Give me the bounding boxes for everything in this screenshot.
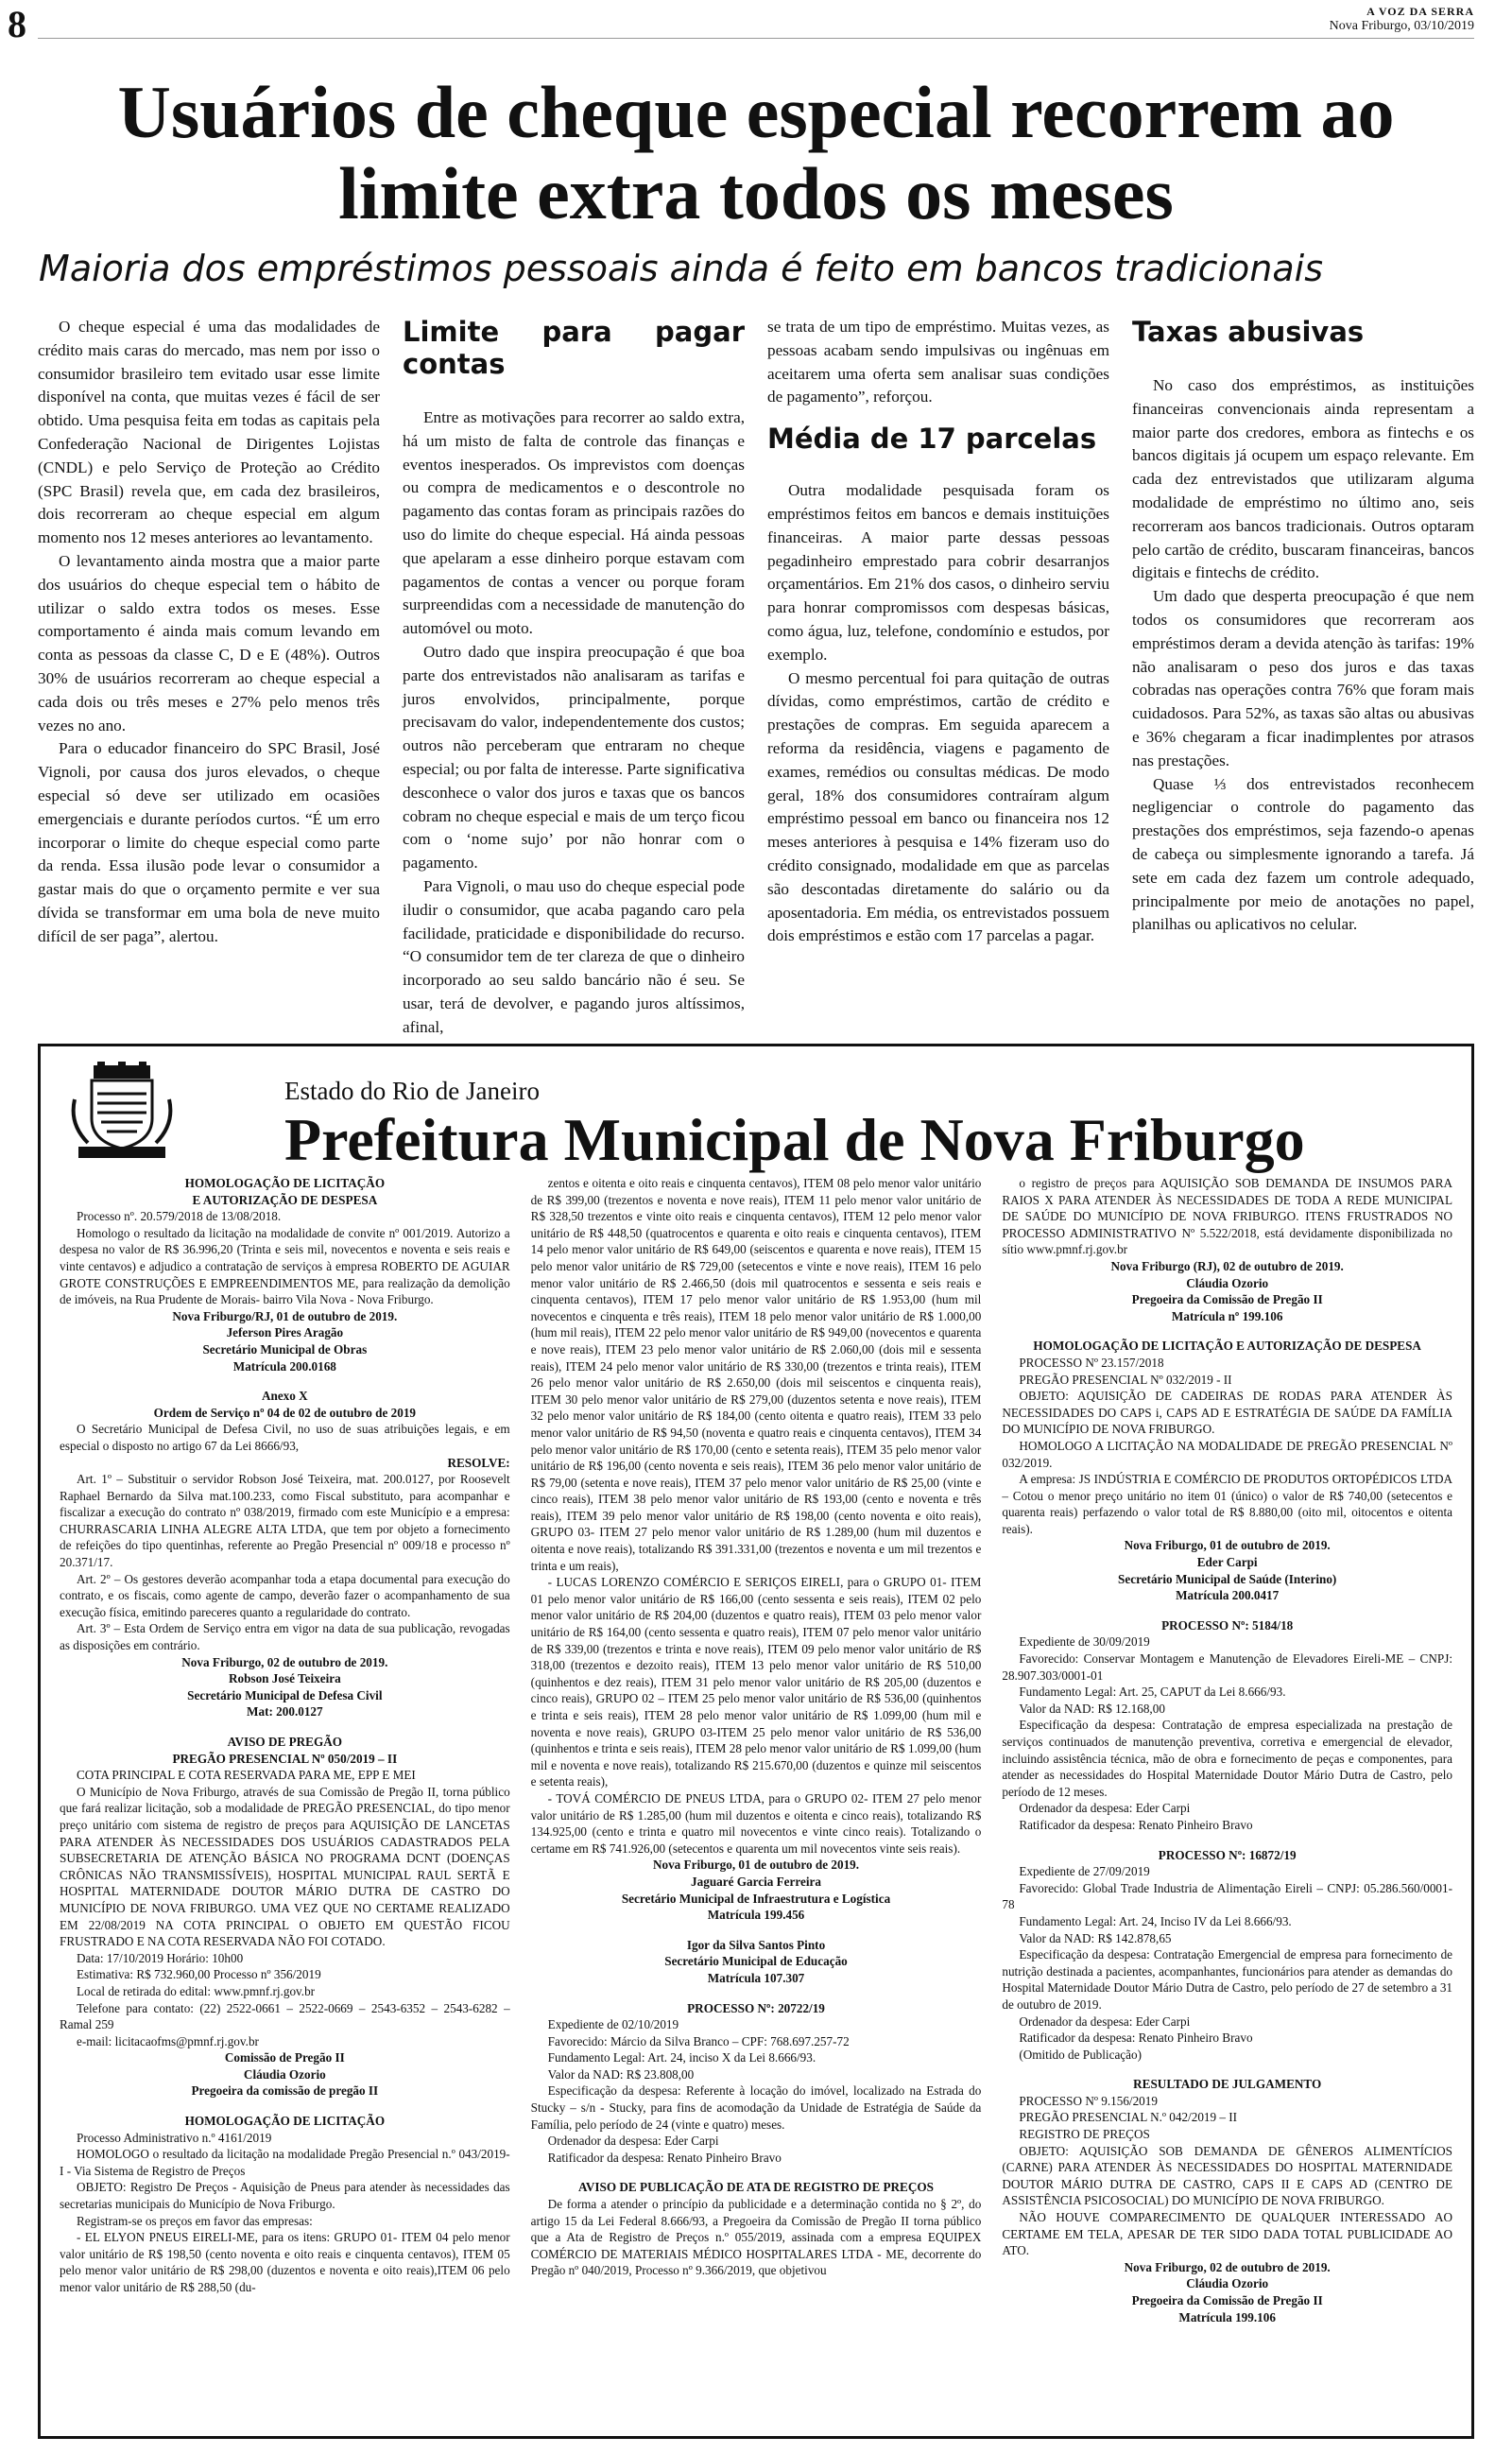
notice-column-3 — [1002, 1175, 1452, 2428]
notice-paragraph: PREGÃO PRESENCIAL N.º 042/2019 – II — [1019, 2110, 1238, 2125]
notice-column-1 — [60, 1175, 510, 2428]
notice-line: Jeferson Pires Aragão — [226, 1325, 344, 1340]
notice-line: Pregoeira da Comissão de Pregão II — [1131, 2293, 1323, 2307]
notice-paragraph: Ordenador da despesa: Eder Carpi — [1019, 1801, 1191, 1816]
notice-line: Matrícula 200.0168 — [232, 1358, 336, 1374]
notice-paragraph: Data: 17/10/2019 Horário: 10h00 — [77, 1950, 244, 1965]
notice-line: Mat: 200.0127 — [247, 1704, 323, 1720]
notice-line: Secretário Municipal de Defesa Civil — [187, 1687, 383, 1702]
article-subtitle: Maioria dos empréstimos pessoais ainda é feito em bancos tradicionais — [39, 248, 1323, 289]
notice-line: PROCESSO Nº: 16872/19 — [1158, 1847, 1297, 1862]
notice-column-2 — [531, 1175, 982, 2428]
spacer — [1002, 1604, 1452, 1617]
notice-line: RESOLVE: — [447, 1455, 510, 1470]
notice-line: Eder Carpi — [1196, 1555, 1258, 1570]
spacer — [1002, 2063, 1452, 2076]
notice-line: HOMOLOGAÇÃO DE LICITAÇÃO — [184, 2114, 386, 2129]
header-rule — [38, 38, 1474, 39]
paragraph: O cheque especial é uma das modalidades de crédito mais caras do mercado, mas nem por isso o consumidor brasileiro tem evitado usar esse limite disponível na conta, que muitas vezes é fácil de ser obtido. Uma pesquisa feita em todas as capitais pela Confederação Nacional de Dirigentes Lojistas (CNDL) e pelo Serviço de Proteção ao Crédito (SPC Brasil) revela que, em cada dez brasileiros, dois recorreram ao cheque especial em algum momento nos 12 meses anteriores ao levantamento. — [38, 318, 380, 547]
notice-line: Secretário Municipal de Educação — [664, 1954, 848, 1969]
notice-line: Secretário Municipal de Saúde (Interino) — [1118, 1571, 1337, 1586]
notice-paragraph: Ratificador da despesa: Renato Pinheiro Bravo — [1019, 1817, 1253, 1832]
notice-line: E AUTORIZAÇÃO DE DESPESA — [192, 1192, 378, 1207]
notice-line: Cláudia Ozorio — [1186, 1275, 1269, 1290]
paragraph: Outro dado que inspira preocupação é que boa parte dos entrevistados não analisaram as tarifas e juros envolvidos, principalmente, porque precisavam do valor, independentemente dos custos; outros não perceberam que entraram no cheque especial; ou por falta de interesse. Parte significativa desconhece o valor dos juros e taxas que os bancos cobram no cheque especial e mais de um terço ficou com o ‘nome sujo’ por não honrar com o pagamento. — [403, 642, 745, 873]
notice-paragraph: Favorecido: Conservar Montagem e Manutenção de Elevadores Eireli-ME – CNPJ: 28.907.303/0001-01 — [1002, 1651, 1453, 1683]
date-line: Nova Friburgo, 03/10/2019 — [1329, 19, 1474, 33]
notice-line: Cláudia Ozorio — [1186, 2276, 1269, 2291]
notice-line: Robson José Teixeira — [228, 1671, 341, 1686]
spacer — [1002, 1324, 1452, 1338]
notice-paragraph: Especificação da despesa: Referente à locação do imóvel, localizado na Estrada do Stucky – s/n - Stucky, para fins de acomodação da Unidade de Estratégia de Saúde da Família, pelo período de 24 (vinte e quatro) meses. — [530, 2083, 982, 2132]
notice-paragraph: Especificação da despesa: Contratação de empresa especializada na prestação de serviços continuados de manutenção preventiva, corretiva e emergencial de elevador, incluindo assistência técnica, mão de obra e fornecimento de peças e componentes, para atender as necessidades do Hospital Maternidade Doutor Mário Dutra de Castro, pelo período de 12 meses. — [1002, 1718, 1453, 1799]
spacer — [60, 1374, 510, 1388]
notice-line: Nova Friburgo, 02 de outubro de 2019. — [1124, 2259, 1331, 2274]
notice-line: Ordem de Serviço nº 04 de 02 de outubro de 2019 — [153, 1405, 417, 1420]
notice-line: Secretário Municipal de Infraestrutura e Logística — [621, 1891, 891, 1906]
notice-line: Nova Friburgo, 02 de outubro de 2019. — [181, 1654, 388, 1669]
notice-line: Nova Friburgo, 01 de outubro de 2019. — [1124, 1538, 1331, 1553]
notice-paragraph: Valor da NAD: R$ 12.168,00 — [1019, 1701, 1165, 1716]
section-heading: Limite para pagar contas — [403, 316, 745, 380]
notice-line: AVISO DE PUBLICAÇÃO DE ATA DE REGISTRO DE PREÇOS — [578, 2180, 934, 2195]
paragraph: Entre as motivações para recorrer ao saldo extra, há um misto de falta de controle das finanças e eventos inesperados. Os imprevistos com doenças ou compra de medicamentos e o descontrole no pagamento das contas foram as principais razões do uso do limite do cheque especial. Há ainda pessoas que apelaram a esse dinheiro porque estavam com pagamentos de contas a vencer ou porque foram surpreendidas com a necessidade de manutenção do automóvel ou moto. — [403, 408, 745, 638]
notice-paragraph: HOMOLOGO A LICITAÇÃO NA MODALIDADE DE PREGÃO PRESENCIAL Nº 032/2019. — [1002, 1438, 1453, 1470]
notice-paragraph: - TOVÁ COMÉRCIO DE PNEUS LTDA, para o GRUPO 02- ITEM 27 pelo menor valor unitário de R$ 1.285,00 (hum mil duzentos e oitenta e cinco reais), totalizando R$ 134.925,00 (cento e trinta e quatro mil novecentos e vinte cinco reais). Totalizando o certame em R$ 741.926,00 (setecentos e quarenta um mil novecentos vinte seis reais). — [530, 1790, 982, 1856]
notice-paragraph: Homologo o resultado da licitação na modalidade de convite nº 001/2019. Autorizo a despesa no valor de R$ 36.996,20 (Trinta e seis mil, novecentos e noventa e seis reais e vinte centavos) e adjudico a contratação de serviços à empresa ROBERTO DE AGUIAR GROTE CONSTRUÇÕES E EMPREENDIMENTOS ME, para realização da demolição de imóveis, na Rua Prudente de Morais- bairro Vila Nova - Nova Friburgo. — [60, 1225, 510, 1307]
notice-line: Pregoeira da Comissão de Pregão II — [1131, 1292, 1323, 1307]
notice-paragraph: Ratificador da despesa: Renato Pinheiro Bravo — [547, 2150, 782, 2165]
notice-paragraph: (Omitido de Publicação) — [1019, 2047, 1142, 2062]
notice-line: Matrícula nº 199.106 — [1171, 1308, 1283, 1323]
notice-paragraph: HOMOLOGO o resultado da licitação na modalidade Pregão Presencial n.º 043/2019- I - Via Sistema de Registro de Preços — [60, 2147, 510, 2178]
notice-paragraph: Especificação da despesa: Contratação Emergencial de empresa para fornecimento de nutrição destinada a pacientes, acompanhantes, funcionários para atender as demandas do Hospital Maternidade Doutor Mário Dutra de Castro, pelo período de 27 de setembro a 31 de outubro de 2019. — [1002, 1947, 1453, 2012]
notice-line: Comissão de Pregão II — [224, 2050, 345, 2065]
masthead — [1330, 4, 1474, 34]
notice-columns — [60, 1175, 1452, 2428]
notice-paragraph: Ordenador da despesa: Eder Carpi — [547, 2134, 719, 2149]
notice-line: Matrícula 107.307 — [707, 1970, 805, 1985]
article-title: Usuários de cheque especial recorrem ao limite extra todos os meses — [117, 71, 1395, 234]
notice-line: Jaguaré Garcia Ferreira — [691, 1874, 821, 1889]
notice-line: Pregoeira da comissão de pregão II — [191, 2083, 379, 2099]
coat-of-arms-icon — [65, 1062, 179, 1160]
notice-paragraph: Expediente de 30/09/2019 — [1019, 1634, 1150, 1650]
notice-paragraph: Fundamento Legal: Art. 24, Inciso IV da Lei 8.666/93. — [1019, 1913, 1292, 1928]
paragraph: Um dado que desperta preocupação é que nem todos os consumidores que recorreram aos empréstimos deram a devida atenção às tarifas: 19% não analisaram o peso dos juros e das taxas cobradas nas operações contra 76% que foram mais cuidadosos. Para 52%, as taxas são altas ou abusivas e 36% chegaram a ficar inadimplentes por atrasos nas prestações. — [1132, 587, 1474, 769]
spacer — [531, 1987, 982, 2000]
notice-paragraph: e-mail: licitacaofms@pmnf.rj.gov.br — [77, 2033, 259, 2048]
notice-line: PROCESSO Nº: 20722/19 — [687, 2000, 825, 2015]
notice-paragraph: Registram-se os preços em favor das empresas: — [77, 2213, 313, 2228]
notice-paragraph: PREGÃO PRESENCIAL Nº 032/2019 - II — [1019, 1372, 1232, 1387]
notice-paragraph: REGISTRO DE PREÇOS — [1019, 2127, 1150, 2142]
notice-paragraph: Valor da NAD: R$ 23.808,00 — [547, 2066, 695, 2082]
notice-paragraph: Expediente de 27/09/2019 — [1019, 1864, 1150, 1879]
section-heading: Taxas abusivas — [1132, 316, 1365, 348]
notice-paragraph: Expediente de 02/10/2019 — [547, 2017, 679, 2032]
notice-paragraph: O Secretário Municipal de Defesa Civil, no uso de suas atribuições legais, e em especial o disposto no artigo 67 da Lei 8666/93, — [60, 1422, 510, 1453]
notice-line: Matrícula 199.456 — [707, 1908, 805, 1923]
notice-line: Matrícula 200.0417 — [1176, 1588, 1280, 1603]
notice-paragraph: Art. 1º – Substituir o servidor Robson José Teixeira, mat. 200.0127, por Roosevelt Raphael Bernardo da Silva mat.100.233, como Fiscal substituto, para acompanhar e fiscalizar a execução do contrato nº 038/2019, firmado com este Município e a empresa: CHURRASCARIA LINHA ALEGRE ALTA LTDA, que tem por objeto a fornecimento de refeições do tipo quentinhas, referente ao Pregão Presencial nº 009/18 e processo nº 20.371/17. — [60, 1472, 510, 1570]
notice-paragraph: Ratificador da despesa: Renato Pinheiro Bravo — [1019, 2031, 1253, 2046]
notice-line: HOMOLOGAÇÃO DE LICITAÇÃO — [184, 1176, 386, 1190]
spacer — [60, 2100, 510, 2113]
notice-paragraph: OBJETO: AQUISIÇÃO DE CADEIRAS DE RODAS PARA ATENDER ÀS NECESSIDADES DO CAPS i, CAPS AD E ESTRATÉGIA DE SAÚDE DA FAMÍLIA DO MUNICÍPIO DE NOVA FRIBURGO. — [1002, 1389, 1453, 1437]
notice-paragraph: Processo Administrativo n.º 4161/2019 — [77, 2130, 272, 2145]
section-heading: Média de 17 parcelas — [767, 423, 1097, 456]
article-column-4 — [1132, 316, 1474, 1015]
notice-line: Nova Friburgo, 01 de outubro de 2019. — [652, 1858, 860, 1873]
notice-paragraph: - EL ELYON PNEUS EIRELI-ME, para os itens: GRUPO 01- ITEM 04 pelo menor valor unitário de R$ 198,50 (cento noventa e oito reais e cinquenta centavos), ITEM 05 pelo menor valor unitário de R$ 298,00 (duzentos e noventa e oito reais),ITEM 06 pelo menor valor unitário de R$ 288,50 (du- — [60, 2230, 510, 2294]
paragraph: Para Vignoli, o mau uso do cheque especial pode iludir o consumidor, que acaba pagando caro pela facilidade, praticidade e disponibilidade do recurso. “O consumidor tem de ter clareza de que o dinheiro incorporado ao seu saldo bancário não é seu. Se usar, terá de devolver, e pagando juros altíssimos, afinal, — [403, 876, 745, 1036]
notice-state: Estado do Rio de Janeiro — [284, 1077, 540, 1105]
notice-paragraph: COTA PRINCIPAL E COTA RESERVADA PARA ME, EPP E MEI — [77, 1768, 416, 1783]
notice-line: Cláudia Ozorio — [243, 2066, 326, 2082]
spacer — [531, 2166, 982, 2179]
paragraph: se trata de um tipo de empréstimo. Muitas vezes, as pessoas acabam sendo impulsivas ou ingênuas em aceitarem uma oferta sem analisar suas condições de pagamento”, reforçou. — [767, 318, 1109, 406]
notice-line: Matrícula 199.106 — [1178, 2309, 1276, 2324]
notice-line: HOMOLOGAÇÃO DE LICITAÇÃO E AUTORIZAÇÃO DE DESPESA — [1033, 1339, 1421, 1354]
notice-paragraph: Telefone para contato: (22) 2522-0661 – 2522-0669 – 2543-6352 – 2543-6282 – Ramal 259 — [60, 2000, 510, 2032]
notice-paragraph: Favorecido: Global Trade Industria de Alimentação Eireli – CNPJ: 05.286.560/0001-78 — [1002, 1880, 1453, 1912]
notice-line: Nova Friburgo (RJ), 02 de outubro de 2019. — [1110, 1258, 1344, 1273]
paragraph: Quase ⅓ dos entrevistados reconhecem negligenciar o controle do pagamento das prestações dos empréstimos, seja fazendo-o apenas de cabeça ou simplesmente ignorando a tarefa. Já sete em cada dez fazem um controle adequado, principalmente por meio de anotações no papel, planilhas ou aplicativos no celular. — [1132, 774, 1474, 934]
paragraph: Para o educador financeiro do SPC Brasil, José Vignoli, por causa dos juros elevados, o cheque especial só deve ser utilizado em ocasiões emergenciais e durante períodos curtos. “É um erro incorporar o limite do cheque especial como parte da renda. Essa ilusão pode levar o consumidor a gastar mais do que o orçamento permite e ver sua dívida se transformar em uma bola de neve muito difícil de ser paga”, alertou. — [38, 739, 380, 945]
notice-line: PROCESSO Nº: 5184/18 — [1161, 1617, 1294, 1633]
notice-paragraph: PROCESSO Nº 23.157/2018 — [1019, 1355, 1164, 1370]
article-column-2 — [403, 316, 745, 1036]
page-number: 8 — [8, 3, 26, 45]
public-notice-box — [38, 1044, 1474, 2439]
notice-paragraph: zentos e oitenta e oito reais e cinquenta centavos), ITEM 08 pelo menor valor unitário de R$ 399,00 (trezentos e noventa e nove reais), ITEM 11 pelo menor valor unitário de R$ 328,50 trezentos e vinte oito reais e cinquenta centavos), ITEM 12 pelo menor valor unitário de R$ 448,50 (quatrocentos e quarenta e oito reais e cinquenta centavos), ITEM 14 pelo menor valor unitário de R$ 649,00 (seiscentos e quarenta e nove reais), ITEM 15 pelo menor valor unitário de R$ 729,00 (setecentos e vinte e nove reais), ITEM 16 pelo menor valor unitário de R$ 2.466,50 (dois mil quatrocentos e sessenta e seis reais e cinquenta centavos), ITEM 17 pelo menor valor unitário de R$ 1.953,00 (hum mil novecentos e cinquenta e três reais), ITEM 18 pelo menor valor unitário de R$ 1.000,00 (hum mil reais), ITEM 22 pelo menor valor unitário de R$ 949,00 (novecentos e quarenta e nove reais), ITEM 23 pelo menor valor unitário de R$ 2.060,00 (dois mil e sessenta reais), ITEM 24 pelo menor valor unitário de R$ 330,00 (trezentos e trinta reais), ITEM 26 pelo menor valor unitário de R$ 2.650,00 (dois mil seiscentos e cinquenta reais), ITEM 30 pelo menor valor unitário de R$ 279,00 (duzentos setenta e nove reais), ITEM 32 pelo menor valor unitário de R$ 184,00 (cento oitenta e quatro reais), ITEM 33 pelo menor valor unitário de R$ 94,50 (noventa e quatro reais e cinquenta centavos), ITEM 34 pelo menor valor unitário de R$ 170,00 (cento e setenta reais), ITEM 35 pelo menor valor unitário de R$ 196,00 (cento noventa e seis reais), ITEM 36 pelo menor valor unitário de R$ 79,00 (setenta e nove reais), ITEM 37 pelo menor valor unitário de R$ 25,00 (vinte e cinco reais), ITEM 38 pelo menor valor unitário de R$ 193,00 (cento e noventa e três reais), ITEM 39 pelo menor valor unitário de R$ 198,00 (cento noventa e oito reais), GRUPO 03- ITEM 27 pelo menor valor unitário de R$ 1.289,00 (hum mil duzentos e oitenta e nove reais), totalizando R$ 391.331,00 (trezentos e noventa e um mil trezentos e trinta e um reais), — [530, 1176, 982, 1573]
notice-line: AVISO DE PREGÃO — [227, 1735, 343, 1749]
article-column-3 — [767, 316, 1109, 1015]
notice-paragraph: De forma a atender o princípio da publicidade e a determinação contida no § 2º, do artigo 15 da Lei Federal 8.666/93, a Pregoeira da Comissão de Pregão II torna público que a Ata de Registro de Preços n.º 055/2019, assinada com a empresa EQUIPEX COMÉRCIO DE MATERIAIS MÉDICO HOSPITALARES LTDA - ME, decorrente do Pregão nº 040/2019, Processo nº 9.366/2019, que objetivou — [530, 2197, 982, 2278]
publication-name: A VOZ DA SERRA — [1366, 5, 1474, 18]
notice-line: Nova Friburgo/RJ, 01 de outubro de 2019. — [172, 1308, 398, 1323]
notice-paragraph: Ordenador da despesa: Eder Carpi — [1019, 2013, 1191, 2029]
notice-paragraph: o registro de preços para AQUISIÇÃO SOB DEMANDA DE INSUMOS PARA RAIOS X PARA ATENDER ÀS NECESSIDADES DE TODA A REDE MUNICIPAL DE SAÚDE DO MUNICÍPIO DE NOVA FRIBURGO. ITENS FRUSTRADOS NO PROCESSO ADMINISTRATIVO Nº 5.522/2018, está devidamente disponibilizada no sítio www.pmnf.rj.gov.br — [1002, 1176, 1453, 1257]
notice-paragraph: Art. 2º – Os gestores deverão acompanhar toda a etapa documental para execução do contrato, e os fiscais, como agente de campo, deverão fazer o acompanhamento de sua execução física, emitindo pareceres quanto a regularidade do contrato. — [60, 1571, 510, 1619]
notice-line: Igor da Silva Santos Pinto — [686, 1937, 826, 1952]
notice-paragraph: A empresa: JS INDÚSTRIA E COMÉRCIO DE PRODUTOS ORTOPÉDICOS LTDA – Cotou o menor preço unitário no item 01 (único) o valor de R$ 740,00 (setecentos e quarenta reais) perfazendo o valor total de R$ 8.880,00 (oito mil, oitocentos e oitenta reais). — [1002, 1472, 1453, 1536]
notice-paragraph: Fundamento Legal: Art. 25, CAPUT da Lei 8.666/93. — [1019, 1685, 1286, 1700]
notice-paragraph: Art. 3º – Esta Ordem de Serviço entra em vigor na data de sua publicação, revogadas as disposições em contrário. — [60, 1621, 510, 1653]
notice-paragraph: OBJETO: AQUISIÇÃO SOB DEMANDA DE GÊNEROS ALIMENTÍCIOS (CARNE) PARA ATENDER ÀS NECESSIDADES DO HOSPITAL MATERNIDADE DOUTOR MÁRIO DUTRA DE CASTRO, CAPS II E CAPS AD (CENTRO DE ASSISTÊNCIA PSICOSOCIAL) DO MUNICÍPIO DE NOVA FRIBURGO. — [1002, 2143, 1453, 2208]
notice-paragraph: Valor da NAD: R$ 142.878,65 — [1019, 1930, 1172, 1945]
notice-paragraph: NÃO HOUVE COMPARECIMENTO DE QUALQUER INTERESSADO AO CERTAME EM TELA, APESAR DE TER SIDO DADA TOTAL PUBLICIDADE AO ATO. — [1002, 2210, 1453, 2258]
notice-paragraph: Estimativa: R$ 732.960,00 Processo nº 356/2019 — [77, 1967, 321, 1982]
paragraph: No caso dos empréstimos, as instituições financeiras convencionais ainda representam a maior parte dos credores, embora as fintechs e os bancos digitais já ocupem um espaço relevante. Em cada dez entrevistados que utilizaram alguma modalidade de empréstimo no último ano, seis recorreram aos bancos tradicionais. Outros optaram pelo cartão de crédito, buscaram financeiras, bancos digitais e fintechs de crédito. — [1132, 376, 1474, 582]
article-columns — [38, 316, 1474, 1036]
notice-paragraph: - LUCAS LORENZO COMÉRCIO E SERIÇOS EIRELI, para o GRUPO 01- ITEM 01 pelo menor valor unitário de R$ 166,00 (cento sessenta e seis reais), ITEM 02 pelo menor valor unitário de R$ 204,00 (duzentos e quatro reais), ITEM 03 pelo menor valor unitário de R$ 164,00 (cento sessenta e quatro reais), ITEM 07 pelo menor valor unitário de R$ 339,00 (trezentos e trinta e nove reais), ITEM 09 pelo menor valor unitário de R$ 318,00 (trezentos e dezoito reais), ITEM 13 pelo menor valor unitário de R$ 510,00 (quinhentos e dez reais), ITEM 31 pelo menor valor unitário de R$ 205,00 (duzentos e cinco reais), GRUPO 02 – ITEM 25 pelo menor valor unitário de R$ 536,00 (quinhentos e trinta e seis reais), ITEM 28 pelo menor valor unitário de R$ 1.099,00 (hum mil e noventa e nove reais), GRUPO 03-ITEM 25 pelo menor valor unitário de R$ 536,00 (quinhentos e trinta e seis reais), ITEM 28 pelo menor valor unitário de R$ 1.099,00 (hum mil e noventa e nove reais), totalizando R$ 215.670,00 (duzentos e quinze mil seiscentos e setenta reais), — [530, 1575, 982, 1789]
notice-paragraph: OBJETO: Registro De Preços - Aquisição de Pneus para atender às necessidades das secretarias municipais do Município de Nova Friburgo. — [60, 2180, 510, 2212]
article-column-1 — [38, 316, 380, 1015]
notice-header — [52, 1054, 1460, 1173]
notice-paragraph: Fundamento Legal: Art. 24, inciso X da Lei 8.666/93. — [547, 2050, 816, 2065]
spacer — [1002, 1834, 1452, 1847]
notice-paragraph: PROCESSO Nº 9.156/2019 — [1019, 2093, 1158, 2108]
notice-line: Anexo X — [261, 1389, 308, 1404]
paragraph: O levantamento ainda mostra que a maior parte dos usuários do cheque especial tem o hábito de utilizar o saldo extra todos os meses. Esse comportamento é ainda mais comum levando em conta as pessoas da classe C, D e E (48%). Outros 30% de usuários recorreram ao cheque especial a cada dois ou três meses e 27% pelo menos três vezes no ano. — [38, 551, 380, 734]
notice-line: Secretário Municipal de Obras — [202, 1341, 368, 1357]
paragraph: O mesmo percentual foi para quitação de outras dívidas, como empréstimos, cartão de crédito e prestações de compras. Em seguida aparecem a reforma da residência, viagens e pagamento de exames, remédios ou consultas médicas. De modo geral, 18% dos consumidores contraíram algum empréstimo pessoal em banco ou financeira nos 12 meses anteriores à pesquisa e 14% fizeram uso do crédito consignado, modalidade em que as parcelas são descontadas diretamente do salário ou da aposentadoria. Em média, os entrevistados possuem dois empréstimos e estão com 17 parcelas a pagar. — [767, 668, 1109, 945]
paragraph: Outra modalidade pesquisada foram os empréstimos feitos em bancos e demais instituições financeiras. A maior parte dessas pessoas pegadinheiro emprestado para cobrir desarranjos orçamentários. Em 21% dos casos, o dinheiro serviu para honrar compromissos com despesas básicas, como água, luz, telefone, condomínio e estudos, por exemplo. — [767, 481, 1109, 664]
notice-paragraph: Local de retirada do edital: www.pmnf.rj.gov.br — [77, 1983, 316, 1998]
notice-title: Prefeitura Municipal de Nova Friburgo — [284, 1106, 1305, 1173]
spacer — [531, 1924, 982, 1937]
spacer — [60, 1720, 510, 1734]
notice-paragraph: Processo nº. 20.579/2018 de 13/08/2018. — [77, 1209, 282, 1224]
notice-line: RESULTADO DE JULGAMENTO — [1133, 2077, 1322, 2092]
notice-line: PREGÃO PRESENCIAL Nº 050/2019 – II — [172, 1751, 398, 1766]
notice-paragraph: O Município de Nova Friburgo, através de sua Comissão de Pregão II, torna público que fará realizar licitação, sob a modalidade de PREGÃO PRESENCIAL, do tipo menor preço unitário com sistema de registro de preços para AQUISIÇÃO DE LANCETAS PARA ATENDER ÀS NECESSIDADES DOS USUÁRIOS CADASTRADOS PELA SUBSECRETARIA DE ATENÇÃO BÁSICA NO PROGRAMA DCNT (DOENÇAS CRÔNICAS NÃO TRANSMISSÍVEIS), HOSPITAL MUNICIPAL RAUL SERTÃ E HOSPITAL MATERNIDADE DOUTOR MÁRIO DUTRA DE CASTRO DO MUNICÍPIO DE NOVA FRIBURGO. UMA VEZ QUE NO CERTAME REALIZADO EM 22/08/2019 NA COTA PRINCIPAL O OBJETO EM QUESTÃO FICOU FRUSTRADO E NA COTA RESERVADA NÃO FOI COTADO. — [60, 1784, 510, 1949]
notice-paragraph: Favorecido: Márcio da Silva Branco – CPF: 768.697.257-72 — [547, 2033, 850, 2048]
